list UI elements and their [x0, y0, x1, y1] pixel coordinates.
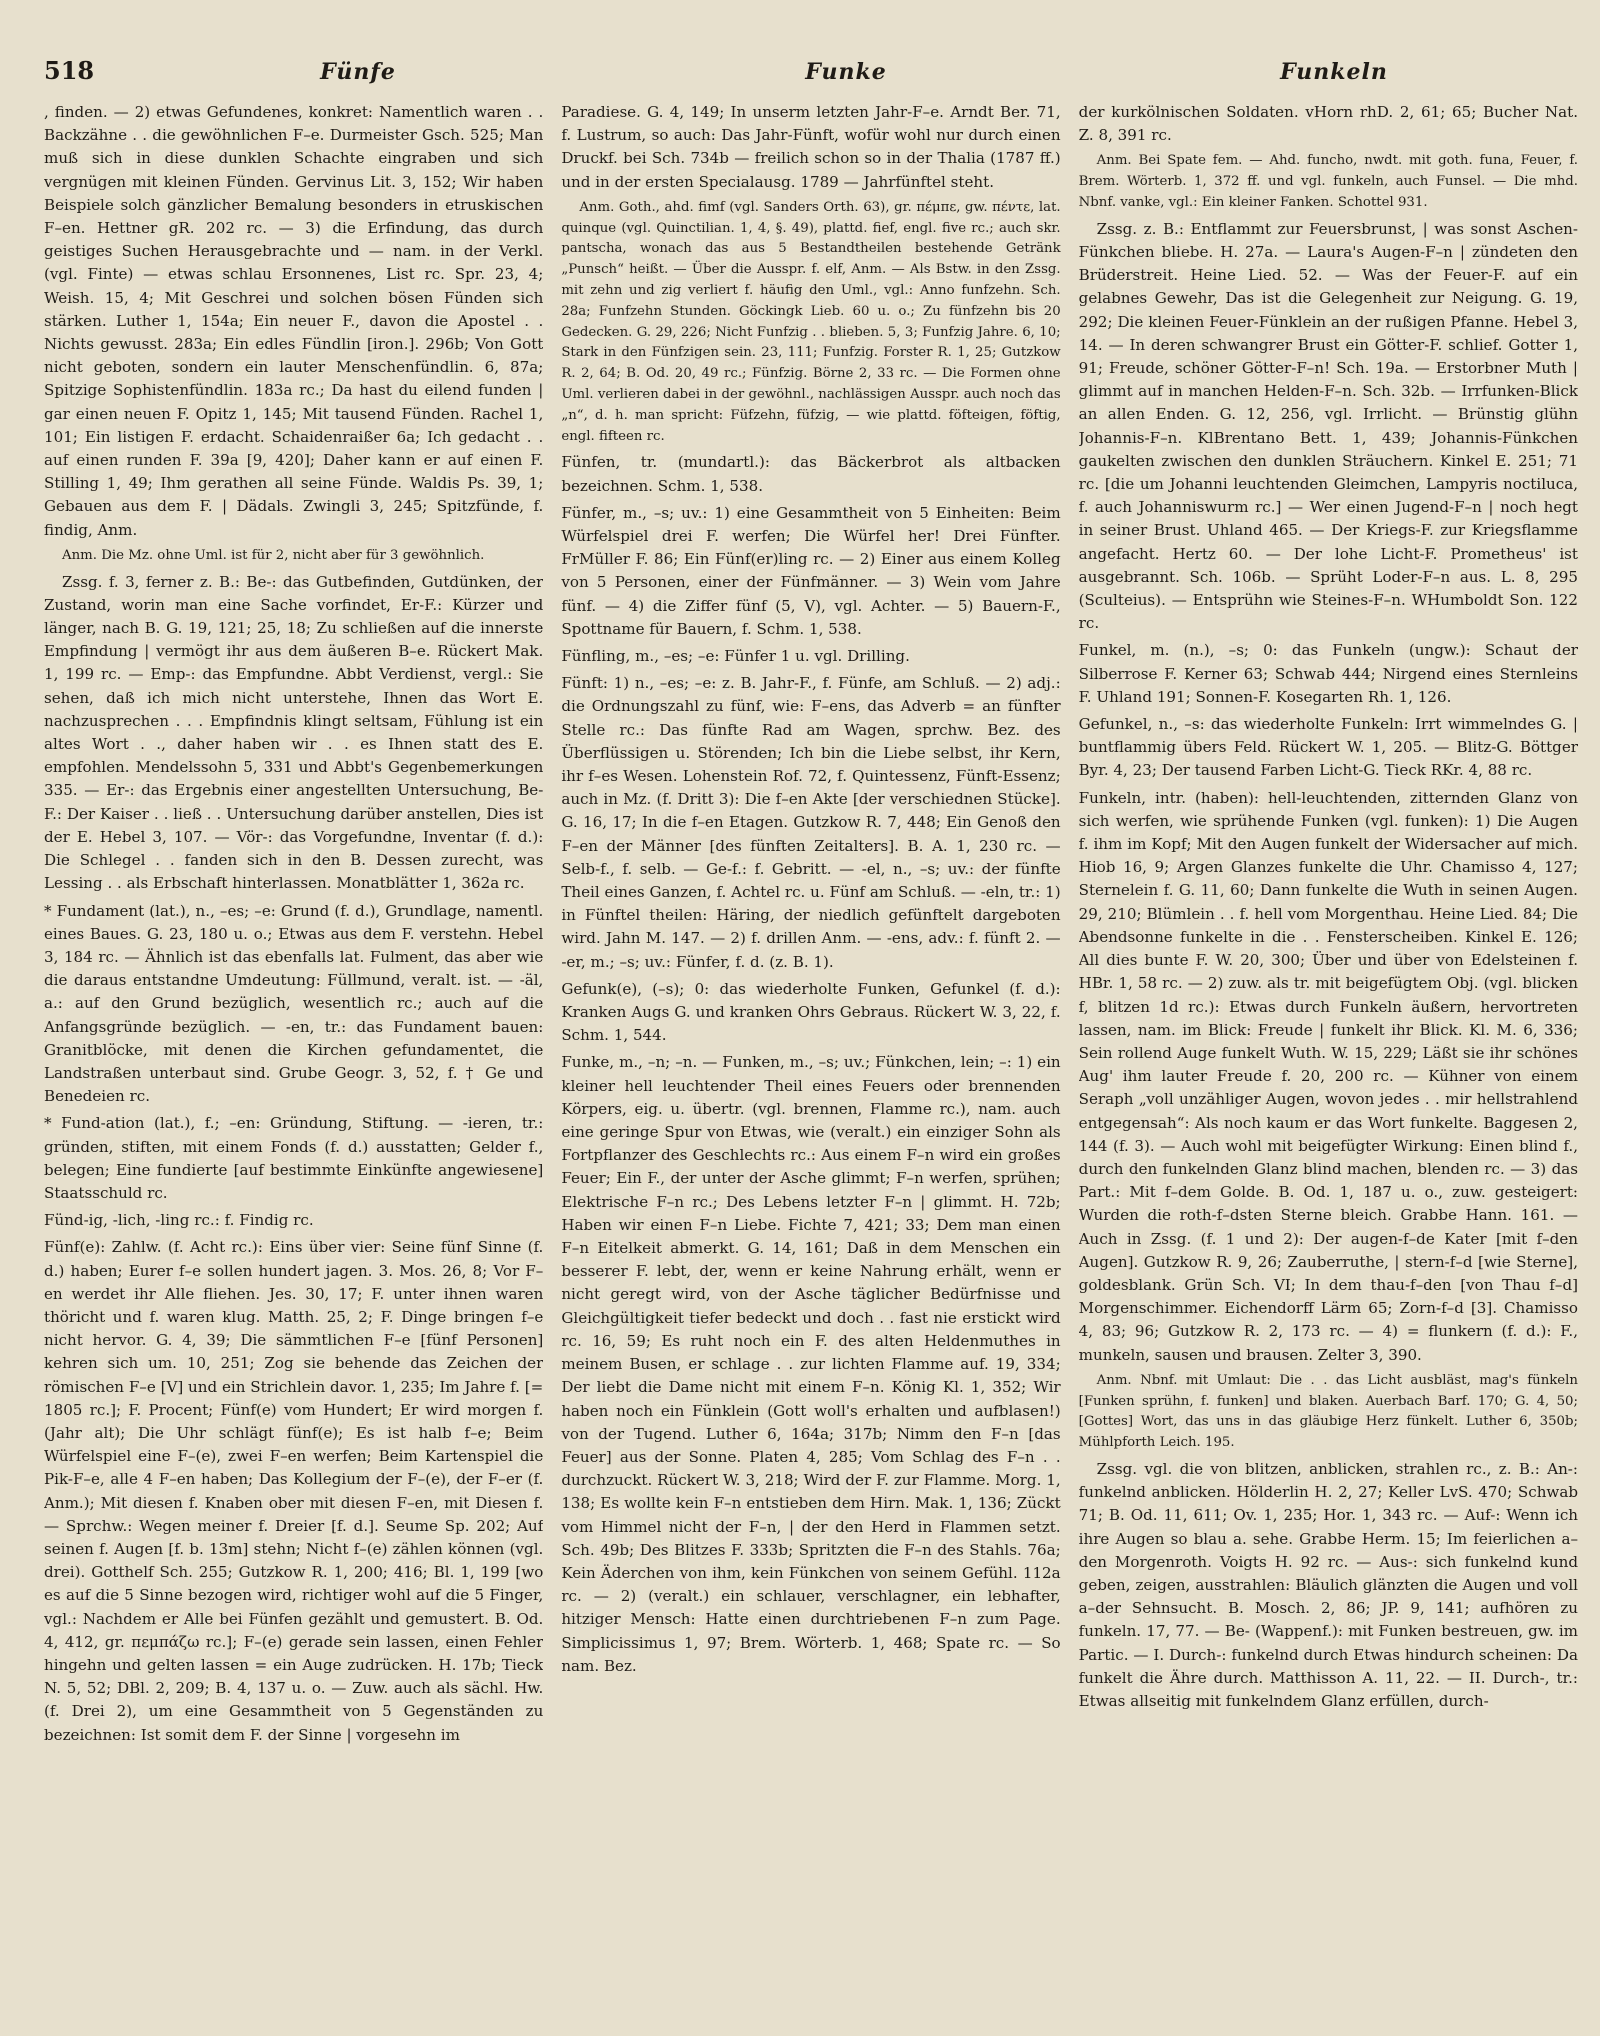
dictionary-entry: Zssg. f. 3, ferner z. B.: Be-: das Gutbefinden, Gutdünken, der Zustand, worin man eine Sache vorfindet, Er-F.: Kürzer und länger, nach B. G. 19, 121; 25, 18; Zu schließen auf die innerste Empfindung | vermögt ihr aus dem äußeren B–e. Rückert Mak. 1, 199 rc. — Emp-: das Empfundne. Abbt Verdienst, vergl.: Sie sehen, daß ich mich nicht unterstehe, Ihnen das Wort E. nachzusprechen . . . Empfindnis klingt seltsam, Fühlung ist ein altes Wort . ., daher haben wir . . es Ihnen statt des E. empfohlen. Mendelssohn 5, 331 und Abbt's Gegenbemerkungen 335. — Er-: das Ergebnis einer angestellten Untersuchung, Be-F.: Der Kaiser . . ließ . . Untersuchung darüber anstellen, Dies ist der E. Hebel 3, 107. — Vör-: das Vorgefundne, Inventar (f. d.): Die Schlegel . . fanden sich in den B. Dessen zurecht, was Lessing . . als Erbschaft hinterlassen. Monatblätter 1, 362a rc.: [44, 572, 544, 893]
dictionary-entry: Fünf(e): Zahlw. (f. Acht rc.): Eins über vier: Seine fünf Sinne (f. d.) haben; Eurer f–e sollen hundert jagen. 3. Mos. 26, 8; Vor F–en werdet ihr Alle fliehen. Jes. 30, 17; F. unter ihnen waren thöricht und f. waren klug. Matth. 25, 2; F. Dinge bringen f–e nicht hervor. G. 4, 39; Die sämmtlichen F–e [fünf Personen] kehren sich um. 10, 251; Zog sie behende das Zeichen der römischen F–e [V] und ein Strichlein davor. 1, 235; Im Jahre f. [= 1805 rc.]; F. Procent; Fünf(e) vom Hundert; Er wird morgen f. (Jahr alt); Die Uhr schlägt fünf(e); Es ist halb f–e; Beim Würfelspiel eine F–(e), zwei F–en werfen; Beim Kartenspiel die Pik-F–e, alle 4 F–en haben; Das Kollegium der F–(e), der F–er (f. Anm.); Mit diesen f. Knaben ober mit diesen F–en, mit Diesen f. — Sprchw.: Wegen meiner f. Dreier [f. d.]. Seume Sp. 202; Auf seinen f. Augen [f. b. 13m] stehn; Nicht f–(e) zählen können (vgl. drei). Gotthelf Sch. 255; Gutzkow R. 1, 200; 416; Bl. 1, 199 [wo es auf die 5 Sinne bezogen wird, richtiger wohl auf die 5 Finger, vgl.: Nachdem er Alle bei Fünfen gezählt und gemustert. B. Od. 4, 412, gr. πεμπάζω rc.]; F–(e) gerade sein lassen, einen Fehler hingehn und gelten lassen = ein Auge zudrücken. H. 17b; Tieck N. 5, 52; DBl. 2, 209; B. 4, 137 u. o. — Zuw. auch als sächl. Hw. (f. Drei 2), um eine Gesammtheit von 5 Gegenständen zu bezeichnen: Ist somit dem F. der Sinne | vorgesehn im: [44, 1238, 544, 1744]
dictionary-entry: der kurkölnischen Soldaten. vHorn rhD. 2, 61; 65; Bucher Nat. Z. 8, 391 rc.: [1078, 103, 1578, 145]
dictionary-entry: Funkeln, intr. (haben): hell-leuchtenden, zitternden Glanz von sich werfen, wie sprühende Funken (vgl. funken): 1) Die Augen f. ihm im Kopf; Mit den Augen funkelt der Widersacher auf mich. Hiob 16, 9; Argen Glanzes funkelte die Uhr. Chamisso 4, 127; Sternelein f. G. 11, 60; Dann funkelte die Wuth in seinen Augen. 29, 210; Blümlein . . f. hell vom Morgenthau. Heine Lied. 84; Die Abendsonne funkelte in die . . Fensterscheiben. Kinkel E. 126; All dies bunte F. W. 20, 300; Über und über von Edelsteinen f. HBr. 1, 58 rc. — 2) zuw. als tr. mit beigefügtem Obj. (vgl. blicken f, blitzen 1d rc.): Etwas durch Funkeln äußern, hervortreten lassen, nam. im Blick: Freude | funkelt ihr Blick. Kl. M. 6, 336; Sein rollend Auge funkelt Wuth. W. 15, 229; Läßt sie ihr schönes Aug' ihm lauter Freude f. 20, 200 rc. — Kühner von einem Seraph „voll unzähliger Augen, wovon jedes . . mir hellstrahlend entgegensah“: Als noch kaum er das Wort funkelte. Baggesen 2, 144 (f. 3). — Auch wohl mit beigefügter Wirkung: Einen blind f., durch den funkelnden Glanz blind machen, blenden rc. — 3) das Part.: Mit f–dem Golde. B. Od. 1, 187 u. o., zuw. gesteigert: Wurden die roth-f–dsten Sterne bleich. Grabbe Hann. 161. — Auch in Zssg. (f. 1 und 2): Der augen-f–de Kater [mit f–den Augen]. Gutzkow R. 9, 26; Zauberruthe, | stern-f–d [wie Sterne], goldesblank. Grün Sch. VI; In dem thau-f–den [von Thau f–d] Morgenschimmer. Eichendorff Lärm 65; Zorn-f–d [3]. Chamisso 4, 83; 96; Gutzkow R. 2, 173 rc. — 4) = flunkern (f. d.): F., munkeln, sausen und brausen. Zelter 3, 390.: [1078, 788, 1578, 1364]
running-head-right: Funkeln: [1280, 59, 1388, 85]
dictionary-entry: , finden. — 2) etwas Gefundenes, konkret: Namentlich waren . . Backzähne . . die gewöhnlichen F–e. Durmeister Gsch. 525; Man muß sich in diese dunklen Schachte eingraben und sich vergnügen mit kleinen Fünden. Gervinus Lit. 3, 152; Wir haben Beispiele solch gänzlicher Bemalung besonders in etruskischen F–en. Hettner gR. 202 rc. — 3) die Erfindung, das durch geistiges Suchen Herausgebrachte und — nam. in der Verkl. (vgl. Finte) — etwas schlau Ersonnenes, List rc. Spr. 23, 4; Weish. 15, 4; Mit Geschrei und solchen bösen Fünden sich stärken. Luther 1, 154a; Ein neuer F., davon die Apostel . . Nichts gewusst. 283a; Ein edles Fündlin [iron.]. 296b; Von Gott nicht geboten, sondern ein lauter Menschenfündlin. 6, 87a; Spitzige Sophistenfündlin. 183a rc.; Da hast du eilend funden | gar einen neuen F. Opitz 1, 145; Mit tausend Fünden. Rachel 1, 101; Ein listigen F. erdacht. Schaidenraißer 6a; Ich gedacht . . auf einen runden F. 39a [9, 420]; Daher kann er auf einen F. Stilling 1, 49; Ihm gerathen all seine Fünde. Waldis Ps. 39, 1; Gebauen aus dem F. | Dädals. Zwingli 3, 245; Spitzfünde, f. findig, Anm.: [44, 103, 544, 539]
dictionary-entry: Fünd-ig, -lich, -ling rc.: f. Findig rc.: [44, 1211, 314, 1230]
dictionary-entry: Gefunkel, n., –s: das wiederholte Funkeln: Irrt wimmelndes G. | buntflammig übers Feld. Rückert W. 1, 205. — Blitz-G. Böttger Byr. 4, 23; Der tausend Farben Licht-G. Tieck RKr. 4, 88 rc.: [1078, 715, 1578, 780]
dictionary-entry: Fünfer, m., –s; uv.: 1) eine Gesammtheit von 5 Einheiten: Beim Würfelspiel drei F. werfen; Die Würfel her! Drei Fünfter. FrMüller F. 86; Ein Fünf(er)ling rc. — 2) Einer aus einem Kolleg von 5 Personen, einer der Fünfmänner. — 3) Wein vom Jahre fünf. — 4) die Ziffer fünf (5, V), vgl. Achter. — 5) Bauern-F., Spottname für Bauern, f. Schm. 1, 538.: [561, 503, 1061, 638]
dictionary-entry: Anm. Bei Spate fem. — Ahd. funcho, nwdt. mit goth. funa, Feuer, f. Brem. Wörterb. 1, 372 ff. und vgl. funkeln, auch Funsel. — Die mhd. Nbnf. vanke, vgl.: Ein kleiner Fanken. Schottel 931.: [1078, 153, 1578, 210]
dictionary-entry: Funkel, m. (n.), –s; 0: das Funkeln (ungw.): Schaut der Silberrose F. Kerner 63; Schwab 444; Nirgend eines Sternleins F. Uhland 191; Sonnen-F. Kosegarten Rh. 1, 126.: [1078, 641, 1578, 706]
dictionary-entry: * Fund-ation (lat.), f.; –en: Gründung, Stiftung. — -ieren, tr.: gründen, stiften, mit einem Fonds (f. d.) ausstatten; Gelder f., belegen; Eine fundierte [auf bestimmte Einkünfte angewiesene] Staatsschuld rc.: [44, 1114, 544, 1202]
dictionary-entry: Fünfen, tr. (mundartl.): das Bäckerbrot als altbacken bezeichnen. Schm. 1, 538.: [561, 453, 1061, 495]
dictionary-entry: Anm. Nbnf. mit Umlaut: Die . . das Licht ausbläst, mag's fünkeln [Funken sprühn, f. funken] und blaken. Auerbach Barf. 170; G. 4, 50; [Gottes] Wort, das uns in das gläubige Herz fünkelt. Luther 6, 350b; Mühlpforth Leich. 195.: [1078, 1372, 1578, 1451]
dictionary-entry: Fünfling, m., –es; –e: Fünfer 1 u. vgl. Drilling.: [561, 647, 910, 665]
dictionary-entry: Fünft: 1) n., –es; –e: z. B. Jahr-F., f. Fünfe, am Schluß. — 2) adj.: die Ordnungszahl zu fünf, wie: F–ens, das Adverb = an fünfter Stelle rc.: Das fünfte Rad am Wagen, sprchw. Bez. des Überflüssigen u. Störenden; Ich bin die Liebe selbst, ihr Kern, ihr f–es Wesen. Lohenstein Rof. 72, f. Quintessenz, Fünft-Essenz; auch in Mz. (f. Dritt 3): Die f–en Akte [der verschiednen Stücke]. G. 16, 17; In die f–en Etagen. Gutzkow R. 7, 448; Ein Genoß den F–en der Männer [des fünften Zeitalters]. B. A. 1, 230 rc. — Selb-f., f. selb. — Ge-f.: f. Gebritt. — -el, n., –s; uv.: der fünfte Theil eines Ganzen, f. Achtel rc. u. Fünf am Schluß. — -eln, tr.: 1) in Fünftel theilen: Häring, der niedlich gefünftelt dargeboten wird. Jahn M. 147. — 2) f. drillen Anm. — -ens, adv.: f. fünft 2. — -er, m.; –s; uv.: Fünfer, f. d. (z. B. 1).: [561, 674, 1061, 971]
page-number: 518: [44, 56, 95, 85]
column-left: [44, 101, 543, 2011]
dictionary-entry: Funke, m., –n; –n. — Funken, m., –s; uv.; Fünkchen, lein; –: 1) ein kleiner hell leuchtender Theil eines Feuers oder brennenden Körpers, eig. u. übertr. (vgl. brennen, Flamme rc.), nam. auch eine geringe Spur von Etwas, wie (veralt.) ein einziger Sohn als Fortpflanzer des Geschlechts rc.: Aus einem F–n wird ein großes Feuer; Ein F., der unter der Asche glimmt; F–n werfen, sprühen; Elektrische F–n rc.; Des Lebens letzter F–n | glimmt. H. 72b; Haben wir einen F–n Liebe. Fichte 7, 421; 33; Dem man einen F–n Eitelkeit abmerkt. G. 14, 161; Daß in dem Menschen ein besserer F. lebt, der, wenn er keine Nahrung erhält, wenn er nicht geregt wird, von der Asche täglicher Bedürfnisse und Gleichgültigkeit tiefer bedeckt und doch . . fast nie erstickt wird rc. 16, 59; Es ruht noch ein F. des alten Heldenmuthes in meinem Busen, er schlage . . zur lichten Flamme auf. 19, 334; Der liebt die Dame nicht mit einem F–n. König Kl. 1, 352; Wir haben noch ein Fünklein (Gott woll's erhalten und aufblasen!) von der Tugend. Luther 6, 164a; 317b; Nimm den F–n [das Feuer] aus der Sonne. Platen 4, 285; Vom Schlag des F–n . . durchzuckt. Rückert W. 3, 218; Wird der F. zur Flamme. Morg. 1, 138; Es wollte kein F–n entstieben dem Hirn. Mak. 1, 136; Zückt vom Himmel nicht der F–n, | der den Herd in Flammen setzt. Sch. 49b; Des Blitzes F. 333b; Spritzten die F–n des Stahls. 76a; Kein Äderchen von ihm, kein Fünkchen von seinem Gefühl. 112a rc. — 2) (veralt.) ein schlauer, verschlagner, ein lebhafter, hitziger Mensch: Hatte einen durchtriebenen F–n zum Page. Simplicissimus 1, 97; Brem. Wörterb. 1, 468; Spate rc. — So nam. Bez.: [561, 1053, 1061, 1675]
dictionary-entry: Anm. Goth., ahd. fimf (vgl. Sanders Orth. 63), gr. πέμπε, gw. πέντε, lat. quinque (vgl. Quinctilian. 1, 4, §. 49), plattd. fief, engl. five rc.; auch skr. pantscha, wonach das aus 5 Bestandtheilen bestehende Getränk „Punsch“ heißt. — Über die Ausspr. f. elf, Anm. — Als Bstw. in den Zssg. mit zehn und zig verliert f. häufig den Uml., vgl.: Anno funfzehn. Sch. 28a; Funfzehn Stunden. Göckingk Lieb. 60 u. o.; Zu fünfzehn bis 20 Gedecken. G. 29, 226; Nicht Funfzig . . blieben. 5, 3; Funfzig Jahre. 6, 10; Stark in den Fünfzigen sein. 23, 111; Funfzig. Forster R. 1, 25; Gutzkow R. 2, 64; B. Od. 20, 49 rc.; Fünfzig. Börne 2, 33 rc. — Die Formen ohne Uml. verlieren dabei in der gewöhnl., nachlässigen Ausspr. auch noch das „n“, d. h. man spricht: Füfzehn, füfzig, — wie plattd. föfteigen, föftig, engl. fifteen rc.: [561, 199, 1061, 444]
running-head-center: Funke: [805, 59, 887, 85]
dictionary-entry: Anm. Die Mz. ohne Uml. ist für 2, nicht aber für 3 gewöhnlich.: [62, 547, 485, 563]
dictionary-entry: Zssg. z. B.: Entflammt zur Feuersbrunst, | was sonst Aschen-Fünkchen bliebe. H. 27a. — Laura's Augen-F–n | zündeten den Brüderstreit. Heine Lied. 52. — Was der Feuer-F. auf ein gelabnes Gewehr, Das ist die Gelegenheit zur Neigung. G. 19, 292; Die kleinen Feuer-Fünklein an der rußigen Pfanne. Hebel 3, 14. — In deren schwangrer Brust ein Götter-F. schlief. Gotter 1, 91; Freude, schöner Götter-F–n! Sch. 19a. — Erstorbner Muth | glimmt auf in manchen Helden-F–n. Sch. 32b. — Irrfunken-Blick an allen Enden. G. 12, 256, vgl. Irrlicht. — Brünstig glühn Johannis-F–n. KlBrentano Bett. 1, 439; Johannis-Fünkchen gaukelten zwischen den dunklen Sträuchern. Kinkel E. 251; 71 rc. [die um Johanni leuchtenden Gleimchen, Lampyris noctiluca, f. auch Johanniswurm rc.] — Wer einen Jugend-F–n | noch hegt in seiner Brust. Uhland 465. — Der Kriegs-F. zur Kriegsflamme angefacht. Hertz 60. — Der lohe Licht-F. Prometheus' ist ausgebrannt. Sch. 106b. — Sprüht Loder-F–n aus. L. 8, 295 (Sculteius). — Entsprühn wie Steines-F–n. WHumboldt Son. 122 rc.: [1078, 219, 1578, 633]
dictionary-entry: Paradiese. G. 4, 149; In unserm letzten Jahr-F–e. Arndt Ber. 71, f. Lustrum, so auch: Das Jahr-Fünft, wofür wohl nur durch einen Druckf. bei Sch. 734b — freilich schon so in der Thalia (1787 ff.) und in der ersten Specialausg. 1789 — Jahrfünftel steht.: [561, 103, 1061, 191]
column-right: [1079, 101, 1578, 2011]
dictionary-entry: Gefunk(e), (–s); 0: das wiederholte Funken, Gefunkel (f. d.): Kranken Augs G. und kranken Ohrs Gebraus. Rückert W. 3, 22, f. Schm. 1, 544.: [561, 979, 1061, 1045]
column-middle: [561, 101, 1060, 2011]
page-header: [44, 56, 1578, 85]
dictionary-entry: * Fundament (lat.), n., –es; –e: Grund (f. d.), Grundlage, namentl. eines Baues. G. 23, 180 u. o.; Etwas aus dem F. verstehn. Hebel 3, 184 rc. — Ähnlich ist das ebenfalls lat. Fulment, das aber wie die daraus entstandne Umdeutung: Füllmund, veralt. ist. — -äl, a.: auf den Grund bezüglich, wesentlich rc.; auch auf die Anfangsgründe bezüglich. — -en, tr.: das Fundament bauen: Granitblöcke, mit denen die Kirchen gefundamentet, die Landstraßen unterbaut sind. Grube Geogr. 3, 52, f. † Ge und Benedeien rc.: [44, 901, 544, 1106]
running-head-left: Fünfe: [320, 59, 396, 85]
dictionary-entry: Zssg. vgl. die von blitzen, anblicken, strahlen rc., z. B.: An-: funkelnd anblicken. Hölderlin H. 2, 27; Keller LvS. 470; Schwab 71; B. Od. 11, 611; Ov. 1, 235; Hor. 1, 343 rc. — Auf-: Wenn ich ihre Augen so blau a. sehe. Grabbe Herm. 15; Im feierlichen a–den Morgenroth. Voigts H. 92 rc. — Aus-: sich funkelnd kund geben, zeigen, ausstrahlen: Bläulich glänzten die Augen und voll a–der Sehnsucht. B. Mosch. 2, 86; JP. 9, 141; aufhören zu funkeln. 17, 77. — Be- (Wappenf.): mit Funken bestreuen, gw. im Partic. — I. Durch-: funkelnd durch Etwas hindurch scheinen: Da funkelt die Ähre durch. Matthisson A. 11, 22. — II. Durch-, tr.: Etwas allseitig mit funkelndem Glanz erfüllen, durch-: [1078, 1459, 1578, 1710]
text-columns: [44, 101, 1578, 2011]
